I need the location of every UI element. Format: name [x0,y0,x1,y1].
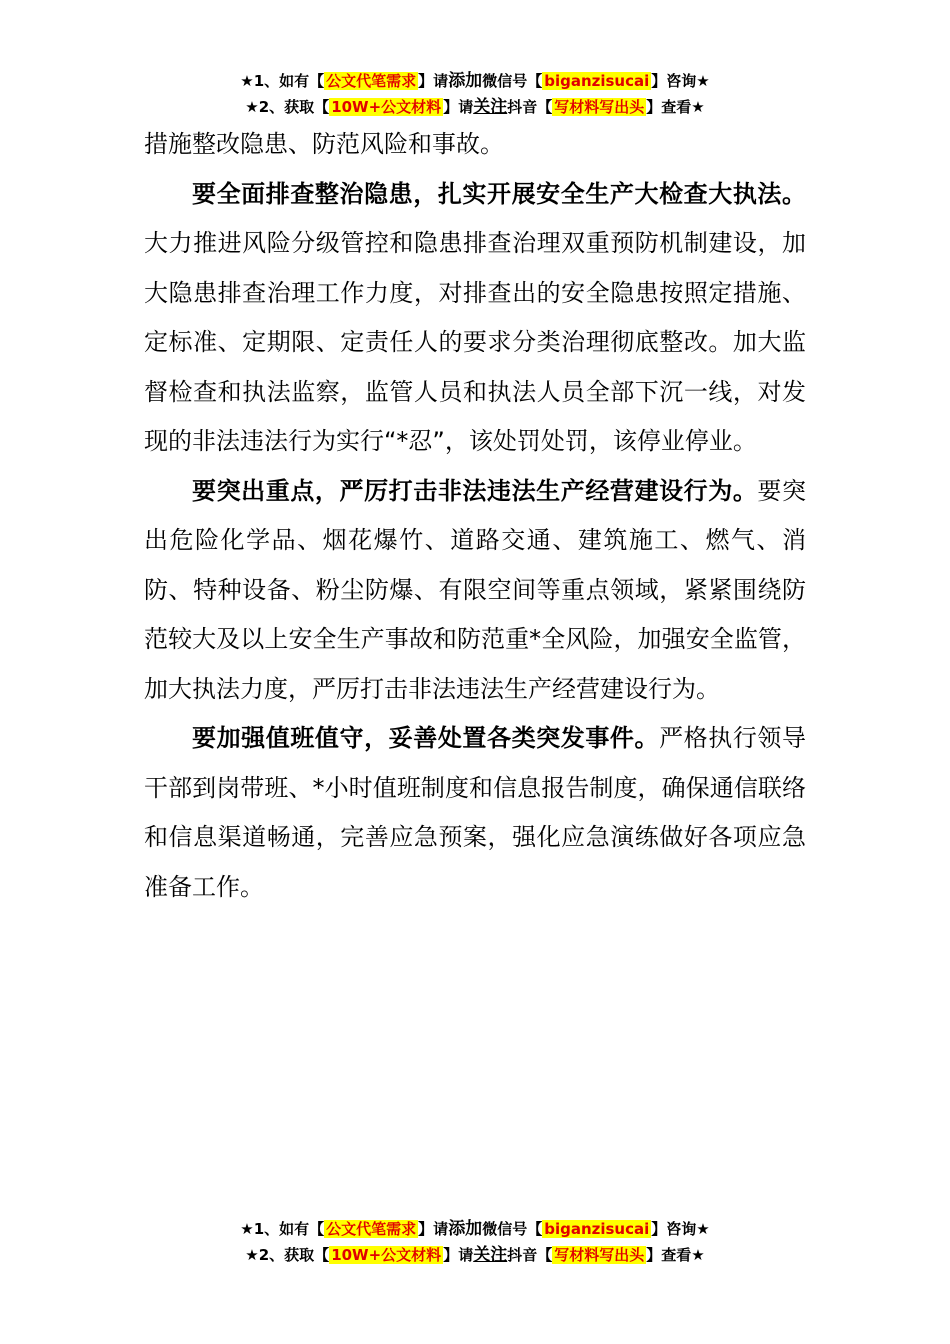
star-icon: ★ [696,72,710,90]
star-icon: ★ [245,98,259,116]
star-icon: ★ [696,1220,710,1238]
paragraph: 要突出重点，严厉打击非法违法生产经营建设行为。要突出危险化学品、烟花爆竹、道路交通、建筑施工、燃气、消防、特种设备、粉尘防爆、有限空间等重点领域，紧紧围绕防范较大及以上安全生产事故和防范重*全风险，加强安全监管，加大执法力度，严厉打击非法违法生产经营建设行为。 [144,476,807,703]
paragraph: 要全面排查整治隐患，扎实开展安全生产大检查大执法。大力推进风险分级管控和隐患排查治理双重预防机制建设，加大隐患排查治理工作力度，对排查出的安全隐患按照定措施、定标准、定期限、定责任人的要求分类治理彻底整改。加大监督检查和执法监察，监管人员和执法人员全部下沉一线，对发现的非法违法行为实行“*忍”，该处罚处罚，该停业停业。 [144,179,806,455]
banner-line-1: ★1、如有【 公文代笔需求 】请添加微信号【 biganzisucai 】咨询★ [240,71,710,91]
paragraph-heading: 要加强值班值守，妥善处置各类突发事件。 [192,724,660,752]
footer-banner [0,1216,950,1268]
star-icon: ★ [691,98,705,116]
star-icon: ★ [240,1220,254,1238]
star-icon: ★ [691,1246,705,1264]
paragraph-heading: 要全面排查整治隐患，扎实开展安全生产大检查大执法。 [192,179,806,208]
highlight-service: 公文代笔需求 [326,72,417,90]
highlight-materials: 10W+公文材料 [331,1246,442,1264]
highlight-service: 公文代笔需求 [326,1220,417,1238]
star-icon: ★ [245,1246,259,1264]
paragraph: 要加强值班值守，妥善处置各类突发事件。严格执行领导干部到岗带班、*小时值班制度和信息报告制度，确保通信联络和信息渠道畅通，完善应急预案，强化应急演练做好各项应急准备工作。 [144,724,807,901]
banner-line-2: ★2、获取【 10W+公文材料 】请关注抖音【 写材料写出头 】查看★ [245,97,705,117]
highlight-douyin-id: 写材料写出头 [554,1246,645,1264]
header-banner [0,68,950,120]
highlight-materials: 10W+公文材料 [331,98,442,116]
highlight-wechat-id: biganzisucai [544,1220,650,1238]
document-body [144,120,806,912]
highlight-douyin-id: 写材料写出头 [554,98,645,116]
paragraph: 措施整改隐患、防范风险和事故。 [144,130,504,158]
highlight-wechat-id: biganzisucai [544,72,650,90]
paragraph-heading: 要突出重点，严厉打击非法违法生产经营建设行为。 [192,476,758,505]
banner-line-2: ★2、获取【 10W+公文材料 】请关注抖音【 写材料写出头 】查看★ [245,1245,705,1265]
star-icon: ★ [240,72,254,90]
banner-line-1: ★1、如有【 公文代笔需求 】请添加微信号【 biganzisucai 】咨询★ [240,1219,710,1239]
